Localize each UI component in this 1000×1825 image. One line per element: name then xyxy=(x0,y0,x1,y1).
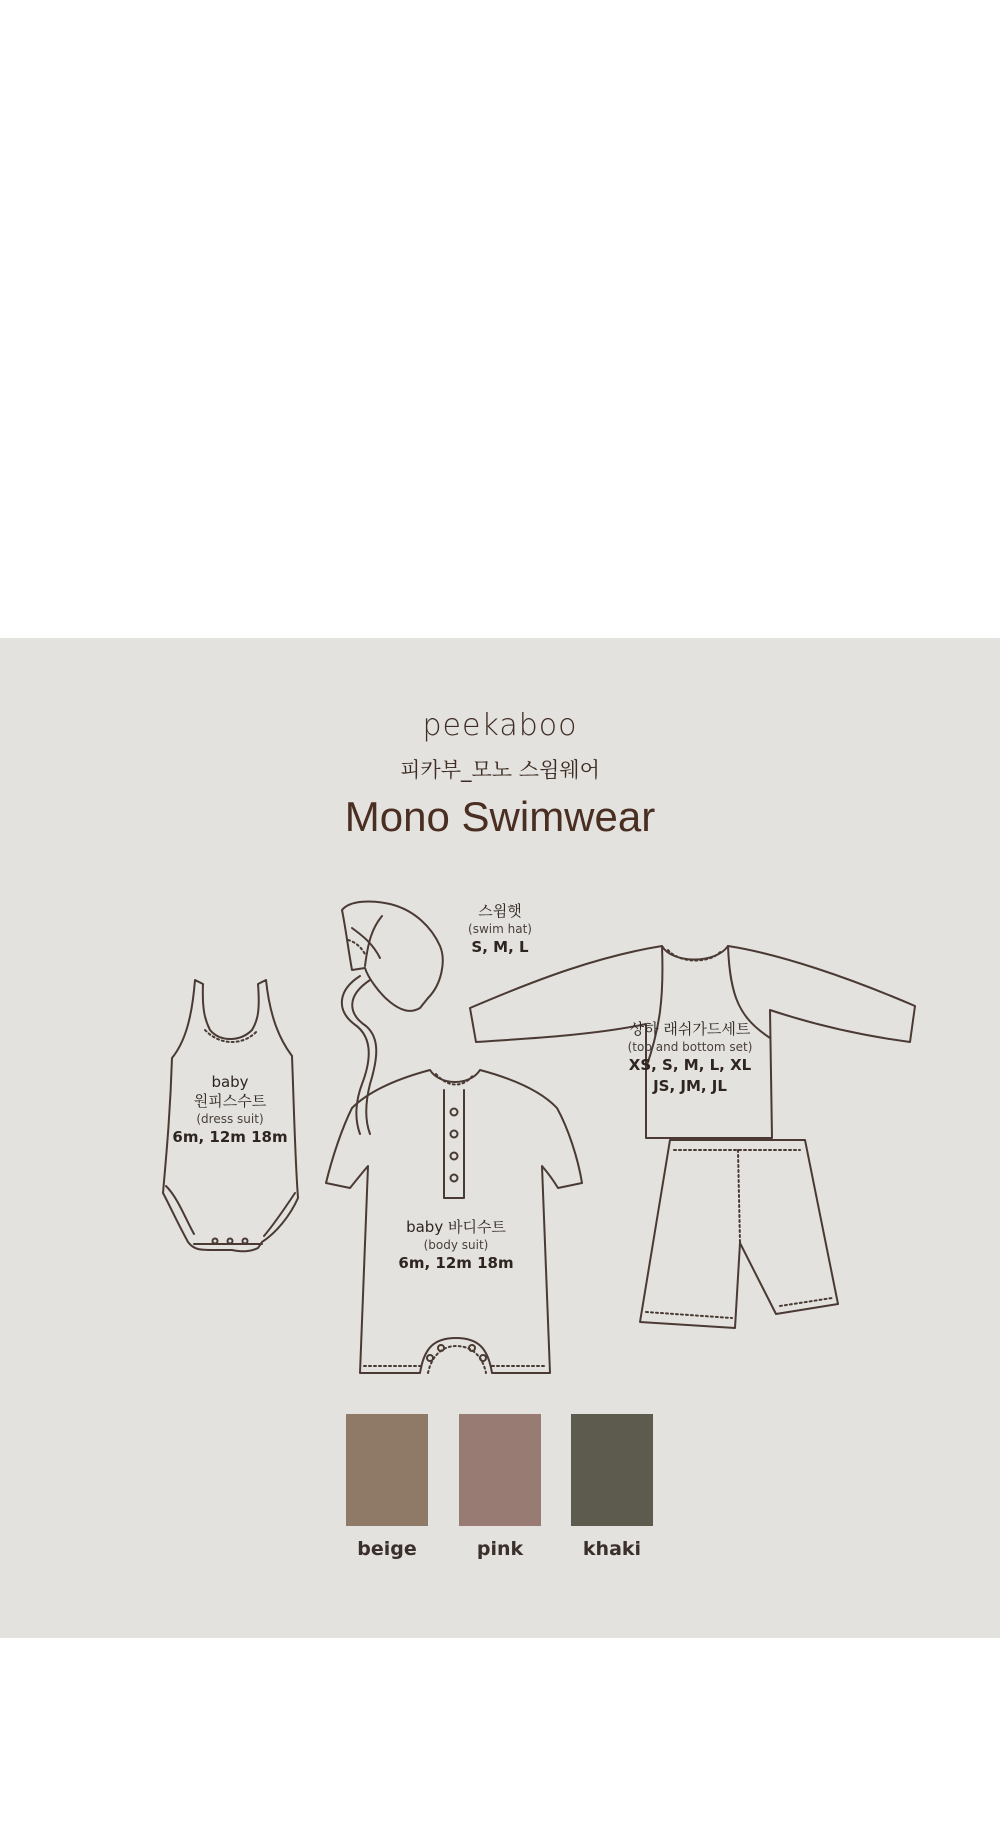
body-suit-label xyxy=(386,1218,526,1274)
swim-hat-sizes: S, M, L xyxy=(471,938,529,956)
body-suit-name-kr: baby 바디수트 xyxy=(406,1218,506,1236)
color-name-pink: pink xyxy=(476,1538,524,1560)
dress-suit-sizes: 6m, 12m 18m xyxy=(172,1128,288,1146)
dress-suit-name-kr: 원피스수트 xyxy=(193,1092,267,1110)
rashguard-set-label xyxy=(610,1020,770,1097)
body-suit-name-en: (body suit) xyxy=(423,1238,489,1252)
product-subtitle-korean: 피카부_모노 스윔웨어 xyxy=(400,758,600,782)
swim-hat-name-en: (swim hat) xyxy=(468,922,532,936)
swim-hat-drawing xyxy=(342,902,443,1134)
swim-hat-name-kr: 스윔햇 xyxy=(478,902,522,920)
rashguard-pants-drawing xyxy=(640,1140,838,1328)
dress-suit-label xyxy=(170,1073,290,1148)
color-swatch-khaki xyxy=(571,1414,653,1526)
rashguard-set-sizes-2: JS, JM, JL xyxy=(653,1077,727,1095)
dress-suit-prefix: baby xyxy=(211,1073,249,1091)
color-swatch-beige xyxy=(346,1414,428,1526)
brand-logo: peekaboo xyxy=(422,708,578,743)
swim-hat-label xyxy=(440,902,560,958)
product-info-panel xyxy=(0,638,1000,1638)
color-swatch-pink xyxy=(459,1414,541,1526)
rashguard-set-name-kr: 상하 래쉬가드세트 xyxy=(629,1020,751,1038)
product-title: Mono Swimwear xyxy=(344,793,656,840)
dress-suit-name-en: (dress suit) xyxy=(196,1112,264,1126)
color-name-beige: beige xyxy=(357,1538,417,1560)
rashguard-set-sizes-1: XS, S, M, L, XL xyxy=(628,1056,752,1074)
color-name-khaki: khaki xyxy=(582,1538,642,1560)
rashguard-set-name-en: (top and bottom set) xyxy=(627,1040,753,1054)
body-suit-sizes: 6m, 12m 18m xyxy=(398,1254,514,1272)
